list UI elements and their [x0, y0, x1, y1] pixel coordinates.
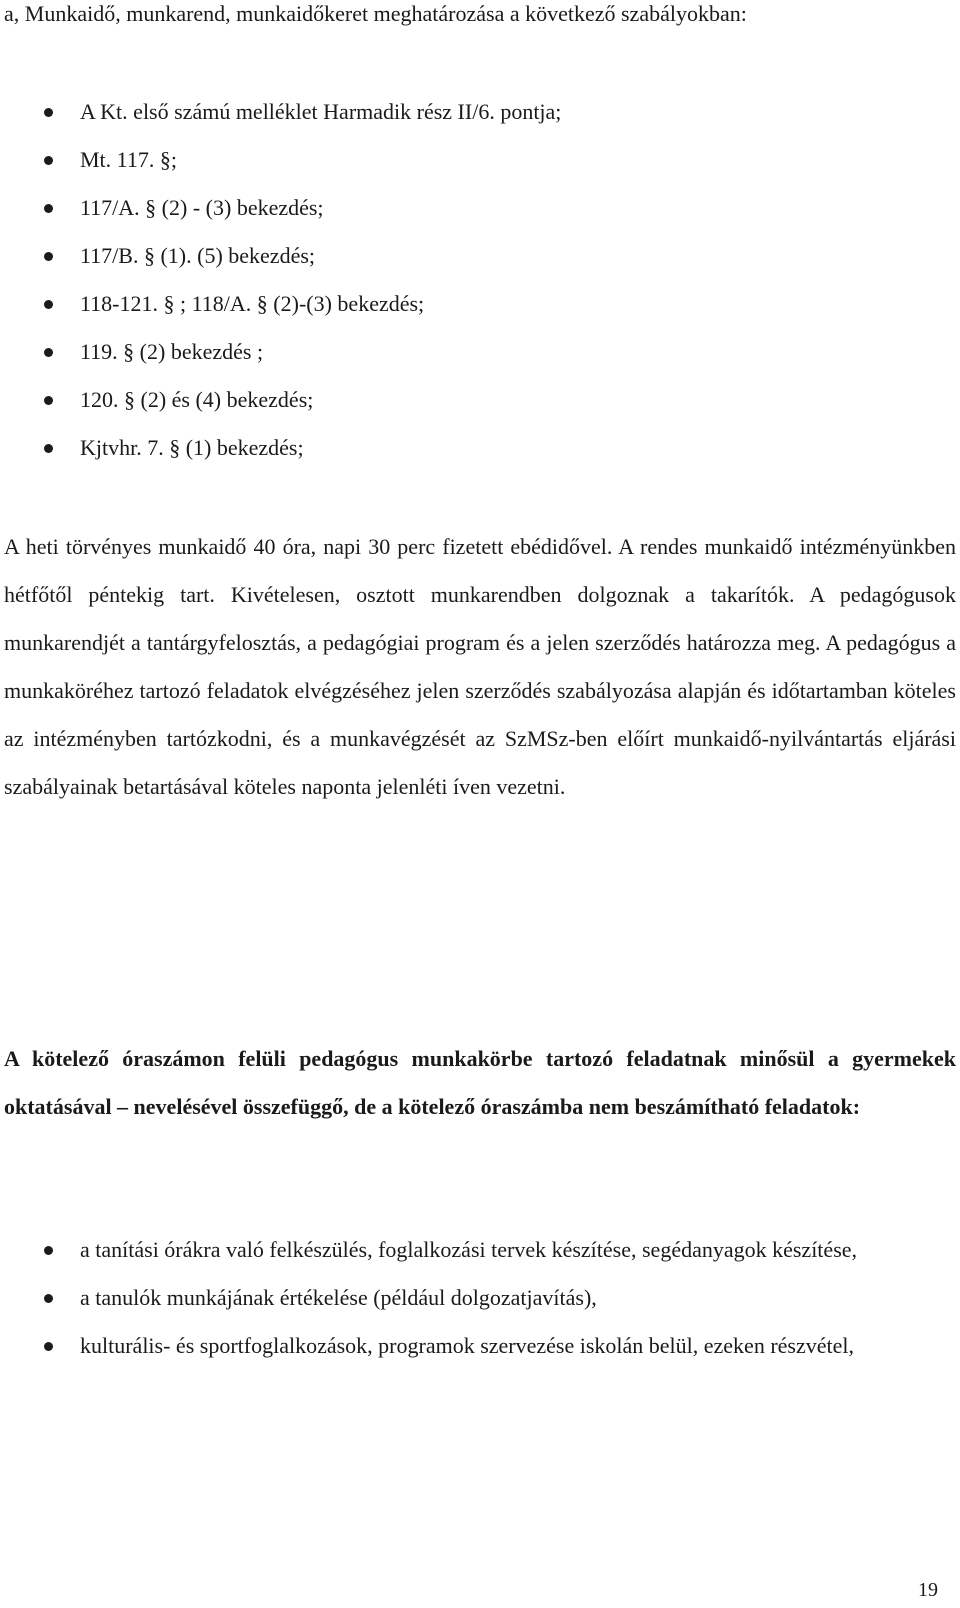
- list-item: kulturális- és sportfoglalkozások, programok szervezése iskolán belül, ezeken részvétel,: [0, 1322, 956, 1370]
- list-item: Mt. 117. §;: [0, 136, 956, 184]
- list-item: 118-121. § ; 118/A. § (2)-(3) bekezdés;: [0, 280, 956, 328]
- list-item: a tanulók munkájának értékelése (például dolgozatjavítás),: [0, 1274, 956, 1322]
- list-item: 119. § (2) bekezdés ;: [0, 328, 956, 376]
- list-item: 117/B. § (1). (5) bekezdés;: [0, 232, 956, 280]
- rules-list: [0, 88, 956, 472]
- list-item: 120. § (2) és (4) bekezdés;: [0, 376, 956, 424]
- working-hours-paragraph: A heti törvényes munkaidő 40 óra, napi 30 perc fizetett ebédidővel. A rendes munkaidő intézményünkben hétfőtől péntekig tart. Kivételesen, osztott munkarendben dolgoznak a takarítók. A pedagógusok munkarendjét a tantárgyfelosztás, a pedagógiai program és a jelen szerződés határozza meg. A pedagógus a munkaköréhez tartozó feladatok elvégzéséhez jelen szerződés szabályozása alapján és időtartamban köteles az intézményben tartózkodni, és a munkavégzését az SzMSz-ben előírt munkaidő-nyilvántartás eljárási szabályainak betartásával köteles naponta jelenléti íven vezetni.: [4, 534, 956, 799]
- tasks-list: [0, 1226, 956, 1370]
- list-item: Kjtvhr. 7. § (1) bekezdés;: [0, 424, 956, 472]
- section-heading: A kötelező óraszámon felüli pedagógus munkakörbe tartozó feladatnak minősül a gyermekek oktatásával – nevelésével összefüggő, de a kötelező óraszámba nem beszámítható feladatok:: [4, 1046, 956, 1119]
- intro-paragraph: a, Munkaidő, munkarend, munkaidőkeret meghatározása a következő szabályokban:: [4, 1, 747, 26]
- list-item: a tanítási órákra való felkészülés, foglalkozási tervek készítése, segédanyagok készítése,: [0, 1226, 956, 1274]
- list-item: 117/A. § (2) - (3) bekezdés;: [0, 184, 956, 232]
- list-item: A Kt. első számú melléklet Harmadik rész II/6. pontja;: [0, 88, 956, 136]
- page-number: 19: [918, 1579, 938, 1601]
